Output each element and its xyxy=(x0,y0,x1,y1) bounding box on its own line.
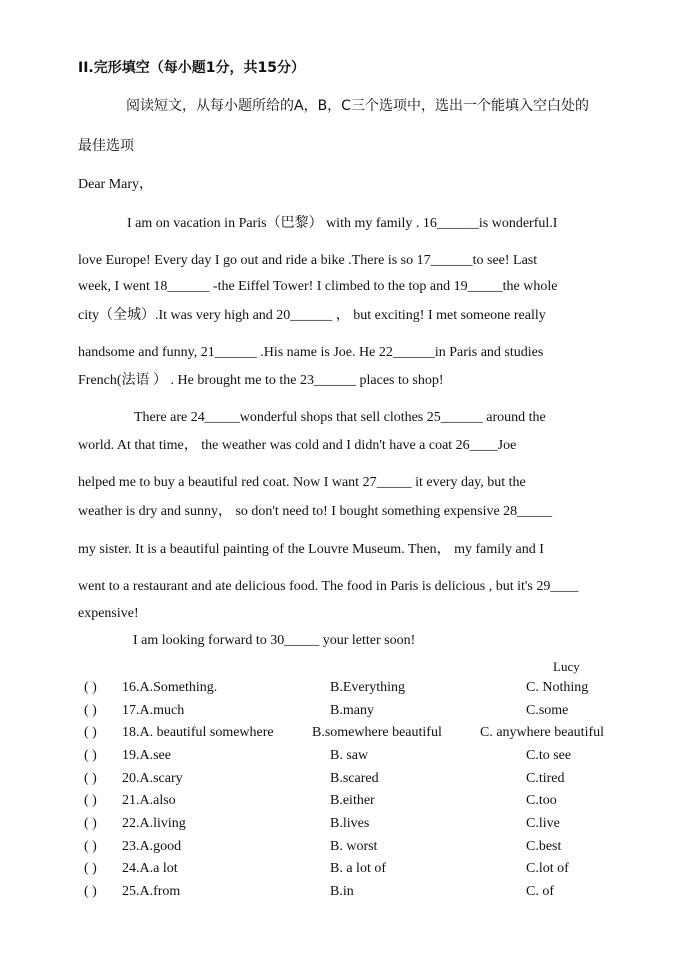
option-c: C.best xyxy=(526,839,562,854)
option-c: C.to see xyxy=(526,748,572,763)
option-row xyxy=(84,815,644,833)
option-a: 21.A.also xyxy=(122,793,176,808)
option-a: 16.A.Something. xyxy=(122,680,218,695)
letter-line: world. At that time， the weather was cold and I didn't have a coat 26____Joe xyxy=(78,438,517,453)
option-b: B. a lot of xyxy=(330,861,386,876)
answer-paren[interactable]: ( ) xyxy=(84,816,97,831)
letter-line: expensive! xyxy=(78,606,139,621)
option-c: C. anywhere beautiful xyxy=(480,725,605,740)
section-title: II.完形填空（每小题1分，共15分） xyxy=(78,60,305,76)
answer-paren[interactable]: ( ) xyxy=(84,748,97,763)
option-a: 19.A.see xyxy=(122,748,171,763)
option-b: B.Everything xyxy=(330,680,406,695)
option-b: B. saw xyxy=(330,748,369,763)
option-b: B.scared xyxy=(330,771,379,786)
instruction-line-1: 阅读短文，从每小题所给的A，B，C三个选项中，选出一个能填入空白处的 xyxy=(126,98,589,114)
answer-paren[interactable]: ( ) xyxy=(84,884,97,899)
letter-line: I am on vacation in Paris（巴黎） with my family . 16______is wonderful.I xyxy=(127,216,558,231)
option-a: 24.A.a lot xyxy=(122,861,178,876)
letter-line: my sister. It is a beautiful painting of the Louvre Museum. Then， my family and I xyxy=(78,542,544,557)
option-b: B.either xyxy=(330,793,375,808)
option-b: B. worst xyxy=(330,839,378,854)
letter-line: French(法语 ） . He brought me to the 23______ places to shop! xyxy=(78,373,444,388)
option-a: 22.A.living xyxy=(122,816,186,831)
letter-line: handsome and funny, 21______ .His name is Joe. He 22______in Paris and studies xyxy=(78,345,544,360)
letter-line: helped me to buy a beautiful red coat. Now I want 27_____ it every day, but the xyxy=(78,475,526,490)
instruction-line-2: 最佳选项 xyxy=(78,138,134,154)
letter-line: week, I went 18______ -the Eiffel Tower! I climbed to the top and 19_____the whole xyxy=(78,279,558,294)
letter-line: I am looking forward to 30_____ your letter soon! xyxy=(133,633,416,648)
option-b: B.in xyxy=(330,884,354,899)
option-row xyxy=(84,702,644,720)
option-row xyxy=(84,770,644,788)
letter-greeting: Dear Mary， xyxy=(78,177,154,192)
option-row xyxy=(84,747,644,765)
answer-paren[interactable]: ( ) xyxy=(84,793,97,808)
option-c: C.too xyxy=(526,793,557,808)
option-a: 25.A.from xyxy=(122,884,181,899)
answer-paren[interactable]: ( ) xyxy=(84,839,97,854)
option-c: C.live xyxy=(526,816,560,831)
option-b: B.many xyxy=(330,703,374,718)
option-row xyxy=(84,724,644,742)
letter-line: city（全城）.It was very high and 20______ ， but exciting! I met someone really xyxy=(78,308,546,323)
option-b: B.lives xyxy=(330,816,370,831)
option-row xyxy=(84,792,644,810)
answer-paren[interactable]: ( ) xyxy=(84,703,97,718)
option-row xyxy=(84,838,644,856)
answer-paren[interactable]: ( ) xyxy=(84,725,97,740)
option-b: B.somewhere beautiful xyxy=(312,725,442,740)
answer-paren[interactable]: ( ) xyxy=(84,861,97,876)
option-row xyxy=(84,860,644,878)
option-a: 23.A.good xyxy=(122,839,182,854)
option-a: 17.A.much xyxy=(122,703,185,718)
letter-line: love Europe! Every day I go out and ride a bike .There is so 17______to see! Last xyxy=(78,253,538,268)
option-c: C. Nothing xyxy=(526,680,589,695)
answer-paren[interactable]: ( ) xyxy=(84,771,97,786)
option-a: 18.A. beautiful somewhere xyxy=(122,725,274,740)
letter-line: weather is dry and sunny， so don't need to! I bought something expensive 28_____ xyxy=(78,504,553,519)
letter-signature: Lucy xyxy=(553,659,580,674)
letter-line: went to a restaurant and ate delicious food. The food in Paris is delicious , but it's 29____ xyxy=(78,579,579,594)
option-a: 20.A.scary xyxy=(122,771,183,786)
option-c: C.some xyxy=(526,703,569,718)
option-c: C.lot of xyxy=(526,861,569,876)
option-row xyxy=(84,883,644,901)
option-row xyxy=(84,679,644,697)
answer-paren[interactable]: ( ) xyxy=(84,680,97,695)
option-c: C. of xyxy=(526,884,554,899)
option-c: C.tired xyxy=(526,771,565,786)
letter-line: There are 24_____wonderful shops that sell clothes 25______ around the xyxy=(134,410,546,425)
